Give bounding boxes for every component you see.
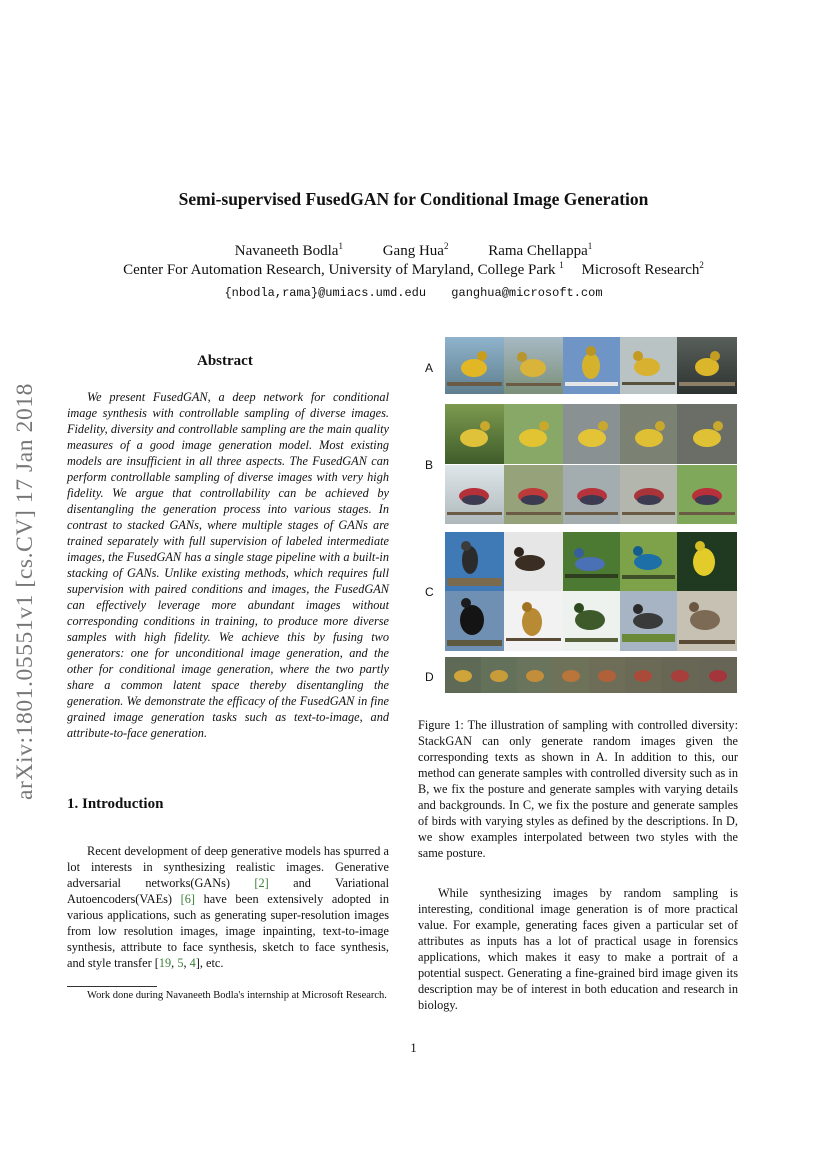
introduction-text: Recent development of deep generative models has spurred a lot interests in synthesizing realistic images. Generative adversarial networks(GANs) [2] and Variational Autoencoders(VAEs) [6] have been extensively adopted in various applications, such as generating super-resolution images from low resolution images, image inpainting, text-to-image synthesis, attribute to face synthesis, sketch to face synthesis, and style transfer [19, 5, 4], etc. — [67, 844, 390, 970]
figure-caption: Figure 1: The illustration of sampling with controlled diversity: StackGAN can only generate random images given the corresponding texts as shown in A. In addition to this, our method can generate samples with controlled diversity such as in B, we fix the posture and generate samples with varying details and backgrounds. In C, we fix the posture and generate samples of birds with varying styles as defined by the descriptions. In D, we show examples interpolated between two styles with the same posture. — [418, 718, 738, 860]
paper-title: Semi-supervised FusedGAN for Conditional Image Generation — [178, 189, 649, 209]
citation-link[interactable]: [2] — [254, 876, 269, 890]
panel-label-b: B — [425, 458, 434, 472]
email-1[interactable]: {nbodla,rama}@umiacs.umd.edu — [224, 286, 427, 300]
citation-link[interactable]: 5 — [177, 956, 184, 970]
panel-label-a: A — [425, 361, 434, 375]
row-b-bottom-images — [445, 465, 737, 524]
row-c-top-images — [445, 532, 737, 591]
email-2[interactable]: ganghua@microsoft.com — [451, 286, 603, 300]
citation-link[interactable]: [6] — [180, 892, 195, 906]
author-1: Navaneeth Bodla$^1$ — [234, 241, 343, 259]
row-d-images — [445, 657, 737, 693]
panel-label-d: D — [425, 670, 434, 684]
row-c-bottom-images — [445, 591, 737, 651]
citation-link[interactable]: 4 — [189, 956, 196, 970]
introduction-heading: 1. Introduction — [67, 796, 164, 812]
author-3: Rama Chellappa$^1$ — [488, 241, 593, 259]
author-2: Gang Hua$^2$ — [382, 241, 449, 259]
row-a-images — [445, 337, 737, 394]
panel-label-c: C — [425, 585, 434, 599]
abstract-text: We present FusedGAN, a deep network for conditional image synthesis with controllable sampling of diverse images. Fidelity, diversity and controllable sampling are the main quality measures of a good image generation model. Most existing models are insufficient in all three aspects. The FusedGAN can perform controllable sampling of diverse images with very high fidelity. We argue that controllability can be achieved by disentangling the generation process into various stages. In contrast to stacked GANs, where multiple stages of GANs are trained separately with full supervision of labeled intermediate images, the FusedGAN has a single stage pipeline with a built-in stacking of GANs. Unlike existing methods, which requires full supervision with paired conditions and images, the FusedGAN can effectively leverage more abundant images without corresponding conditions in training, to produce more diverse samples with high fidelity. We achieve this by fusing two generators: one for unconditional image generation, and the other for conditional image generation, where the two partly share a common latent space thereby disentangling the generation. We demonstrate the efficacy of the FusedGAN in fine grained image generation tasks such as text-to-image, and attribute-to-face generation. — [67, 390, 389, 740]
citation-link[interactable]: 19 — [158, 956, 172, 970]
row-b-top-images — [445, 404, 737, 464]
body-paragraph: While synthesizing images by random sampling is interesting, conditional image generation is of more practical value. For example, generating faces given a particular set of attributes as inputs has a lot of practical usage in forensics applications, which makes it easy to make a portrait of a potential suspect. Generating a fine-grained bird image given its description may be of interest in both education and research in biology. — [418, 886, 738, 1012]
affiliation-2: Microsoft Research$^2$ — [581, 260, 704, 278]
arxiv-identifier: arXiv:1801.05551v1 [cs.CV] 17 Jan 2018 — [12, 382, 38, 800]
page-number: 1 — [410, 1040, 417, 1055]
affiliation-1: Center For Automation Research, University of Maryland, College Park $^1$ — [123, 260, 564, 278]
abstract-heading: Abstract — [197, 353, 253, 369]
footnote: Work done during Navaneeth Bodla's internship at Microsoft Research. — [87, 990, 387, 1001]
